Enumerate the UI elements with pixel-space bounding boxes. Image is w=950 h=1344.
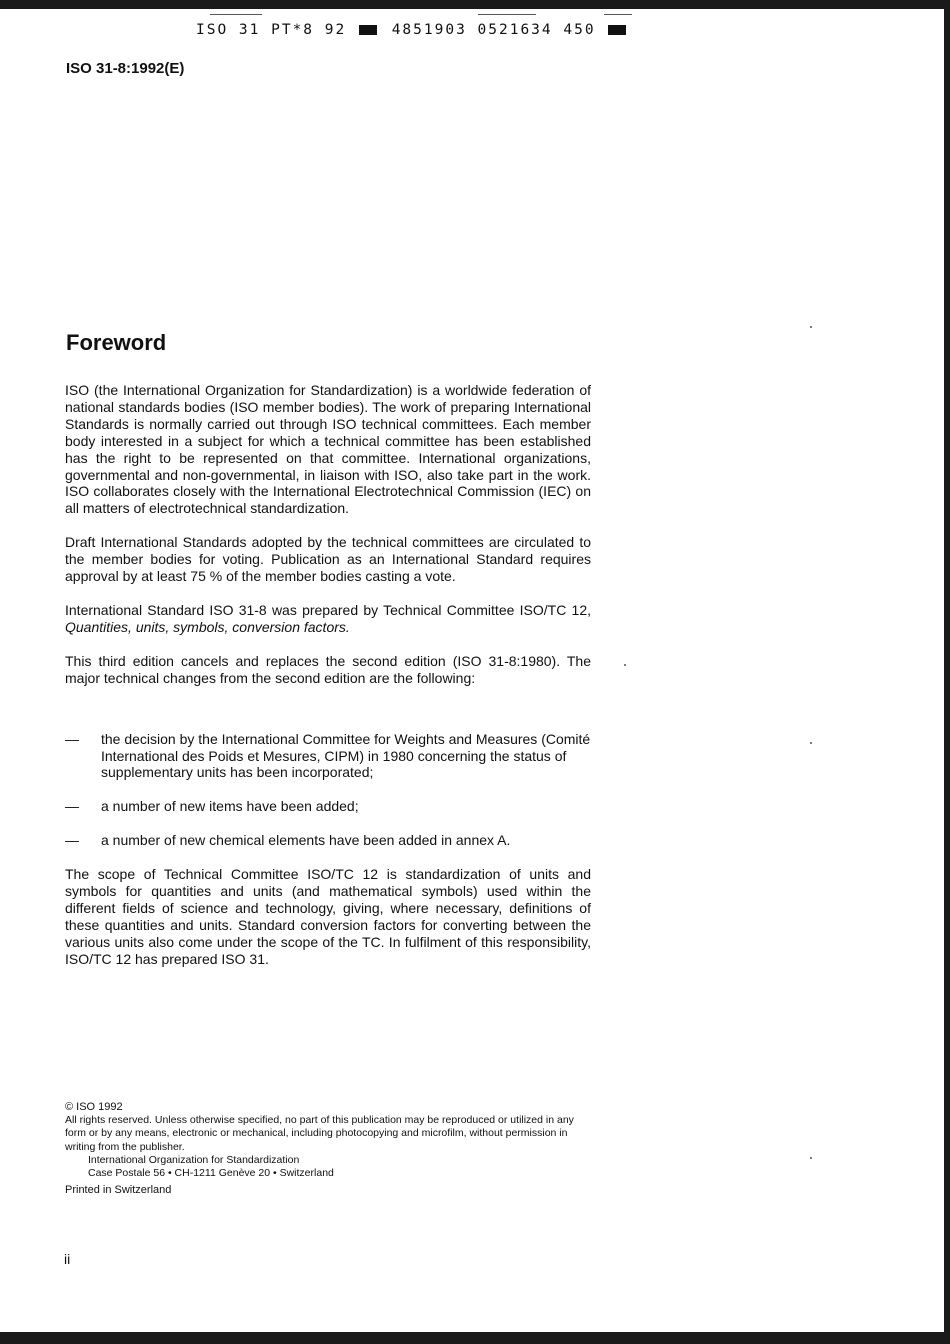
paragraph-scope: The scope of Technical Committee ISO/TC 12 is standardization of units and symbols for quantities and units (and mathematical symbols) used within the different fields of science and technology, giving, where necessary, definitions of these quantities and units. Standard conversion factors for converting between the various units also come under the scope of the TC. In fulfilment of this responsibility, ISO/TC 12 has prepared ISO 31. [65,866,591,967]
organization-name: International Organization for Standardization [88,1153,300,1166]
list-item [65,731,591,782]
bullet-text: a number of new chemical elements have been added in annex A. [101,832,511,849]
list-item [65,798,591,815]
organization-address: Case Postale 56 • CH-1211 Genève 20 • Switzerland [88,1167,334,1180]
bullet-dash: — [65,798,79,815]
bullet-text: a number of new items have been added; [101,798,359,815]
bullet-text: the decision by the International Committee for Weights and Measures (Comité International des Poids et Mesures, CIPM) in 1980 concerning the status of supplementary units has been incorporated; [101,730,591,781]
header-barcode-line [196,22,630,38]
paragraph-edition: This third edition cancels and replaces the second edition (ISO 31-8:1980). The major technical changes from the second edition are the following: [65,652,591,686]
paragraph-voting: Draft International Standards adopted by the technical committees are circulated to the member bodies for voting. Publication as an International Standard requires approval by at least 75 % of the member bodies casting a vote. [65,534,591,585]
header-rule [604,14,632,15]
header-code-right: 4851903 0521634 450 [391,22,596,38]
rights-statement: All rights reserved. Unless otherwise specified, no part of this publication may be reproduced or utilized in any form or by any means, electronic or mechanical, including photocopying and microfilm, without permission in writing from the publisher. [65,1114,574,1153]
list-item [65,832,591,849]
paragraph-organization: ISO (the International Organization for Standardization) is a worldwide federation of national standards bodies (ISO member bodies). The work of preparing International Standards is normally carried out through ISO technical committees. Each member body interested in a subject for which a technical committee has been established has the right to be represented on that committee. International organizations, governmental and non-governmental, in liaison with ISO, also take part in the work. ISO collaborates closely with the International Electrotechnical Commission (IEC) on all matters of electrotechnical standardization. [65,382,591,517]
black-block-mark [359,25,377,35]
copyright-footer [65,1101,591,1197]
scan-speck [810,742,812,744]
header-rule [478,14,536,15]
copyright-notice: © ISO 1992 [65,1101,123,1113]
scan-speck [810,1157,812,1159]
header-code-left: ISO 31 PT*8 92 [196,22,347,38]
committee-text: International Standard ISO 31-8 was prepared by Technical Committee ISO/TC 12, [65,601,591,618]
committee-title: Quantities, units, symbols, conversion factors. [65,618,350,635]
scan-speck [624,664,626,666]
scan-speck [810,326,812,328]
paragraph-committee [65,602,591,636]
document-id: ISO 31-8:1992(E) [66,60,185,77]
scan-right-border [944,0,950,1344]
bullet-dash: — [65,730,79,747]
bullet-dash: — [65,832,79,849]
black-block-mark [608,25,626,35]
scan-top-border [0,0,950,9]
foreword-body [65,382,591,985]
foreword-heading: Foreword [66,330,167,355]
scan-bottom-border [0,1332,950,1344]
header-rule [210,14,262,15]
printed-location: Printed in Switzerland [65,1184,172,1197]
page-number: ii [64,1251,71,1267]
